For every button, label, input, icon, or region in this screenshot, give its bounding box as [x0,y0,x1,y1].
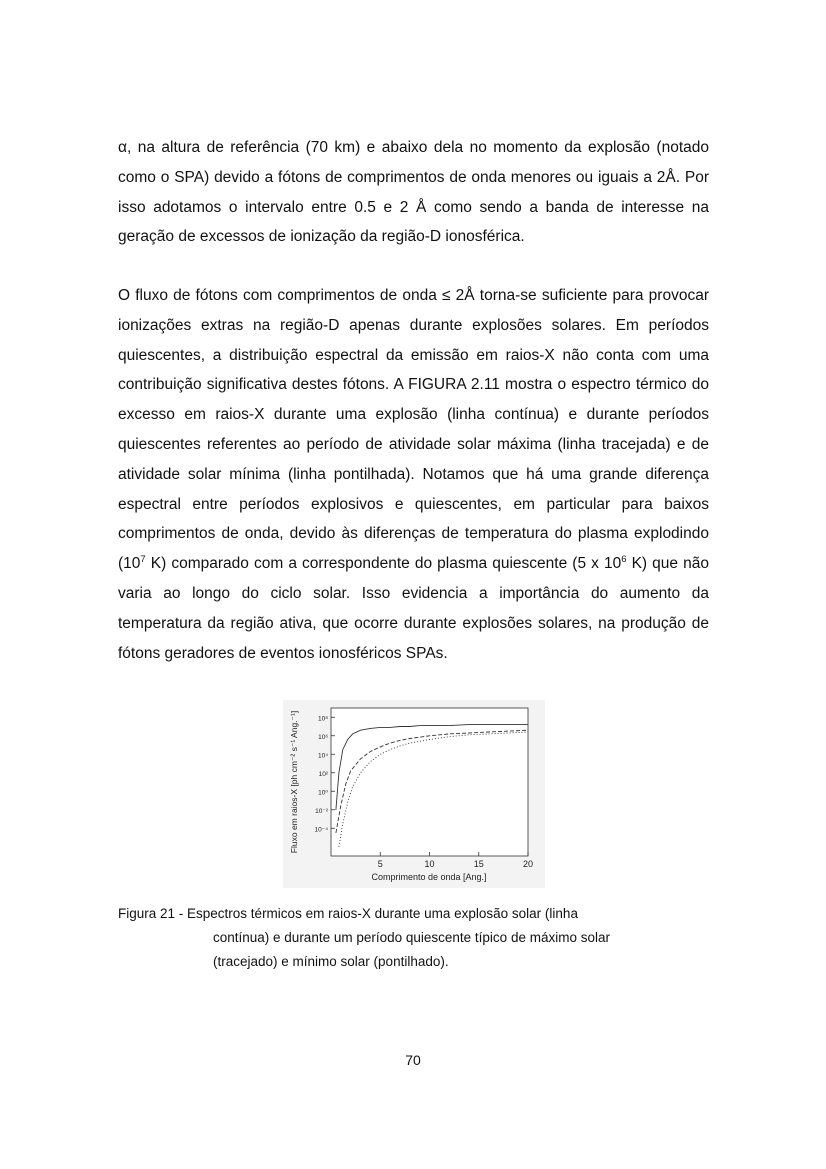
x-tick-label-1: 10 [424,859,435,869]
superscript-7: 7 [140,554,146,566]
page-number: 70 [405,1052,421,1068]
y-tick-label-3: 10² [318,770,328,778]
caption-line-1-text: Espectros térmicos em raios-X durante uma explosão solar (linha [183,906,578,921]
y-axis-label: Fluxo em raios-X [ph cm⁻² s⁻¹ Ang.⁻¹] [289,710,299,854]
caption-label: Figura 21 - [118,906,184,921]
y-tick-label-5: 10⁻² [315,807,328,815]
xray-spectrum-chart [283,700,545,888]
y-tick-label-4: 10⁰ [318,789,328,797]
x-axis-label: Comprimento de onda [Ang.] [371,872,487,882]
superscript-6: 6 [621,554,627,566]
paragraph-2-text-a: O fluxo de fótons com comprimentos de onda ≤ 2Å torna-se suficiente para provocar ionizações extras na região-D apenas durante explosões solares. Em períodos quiescentes, a distribuição espectral da emissão em raios-X não conta com uma contribuição significativa destes fótons. A FIGURA 2.11 mostra o espectro térmico do excesso em raios-X durante uma explosão (linha contínua) e durante períodos quiescentes referentes ao período de atividade solar máxima (linha tracejada) e de atividade solar mínima (linha pontilhada). Notamos que há uma grande diferença espectral entre períodos explosivos e quiescentes, em particular para baixos comprimentos de onda, devido às diferenças de temperatura do plasma explodindo (10 [118,287,709,573]
caption-line-1 [118,902,718,926]
figure-caption [118,902,718,974]
x-tick-label-3: 20 [522,859,534,869]
x-tick-label-2: 15 [473,859,484,869]
y-tick-label-1: 10⁶ [318,733,328,741]
y-tick-label-6: 10⁻⁴ [314,826,328,834]
paragraph-2-text-c: K) que não varia ao longo do ciclo solar. Isso evidencia a importância do aumento da temperatura da região ativa, que ocorre durante explosões solares, na produção de fótons geradores de eventos ionosféricos SPAs. [118,555,709,662]
y-tick-label-2: 10⁴ [317,752,328,760]
caption-line-3: (tracejado) e mínimo solar (pontilhado). [213,954,449,969]
caption-line-2: contínua) e durante um período quiescente típico de máximo solar [213,930,610,945]
paragraph-1 [118,133,709,252]
x-tick-label-0: 5 [377,859,383,869]
paragraph-2-text-b: K) comparado com a correspondente do plasma quiescente (5 x 10 [145,555,622,573]
paragraph-1-text: , na altura de referência (70 km) e abaixo dela no momento da explosão (notado como o SPA) devido a fótons de comprimentos de onda menores ou iguais a 2Å. Por isso adotamos o intervalo entre 0.5 e 2 Å como sendo a banda de interesse na geração de excessos de ionização da região-D ionosférica. [118,139,709,246]
y-tick-label-0: 10⁸ [318,715,328,723]
paragraph-2 [118,281,709,668]
alpha-symbol: α [118,139,127,156]
